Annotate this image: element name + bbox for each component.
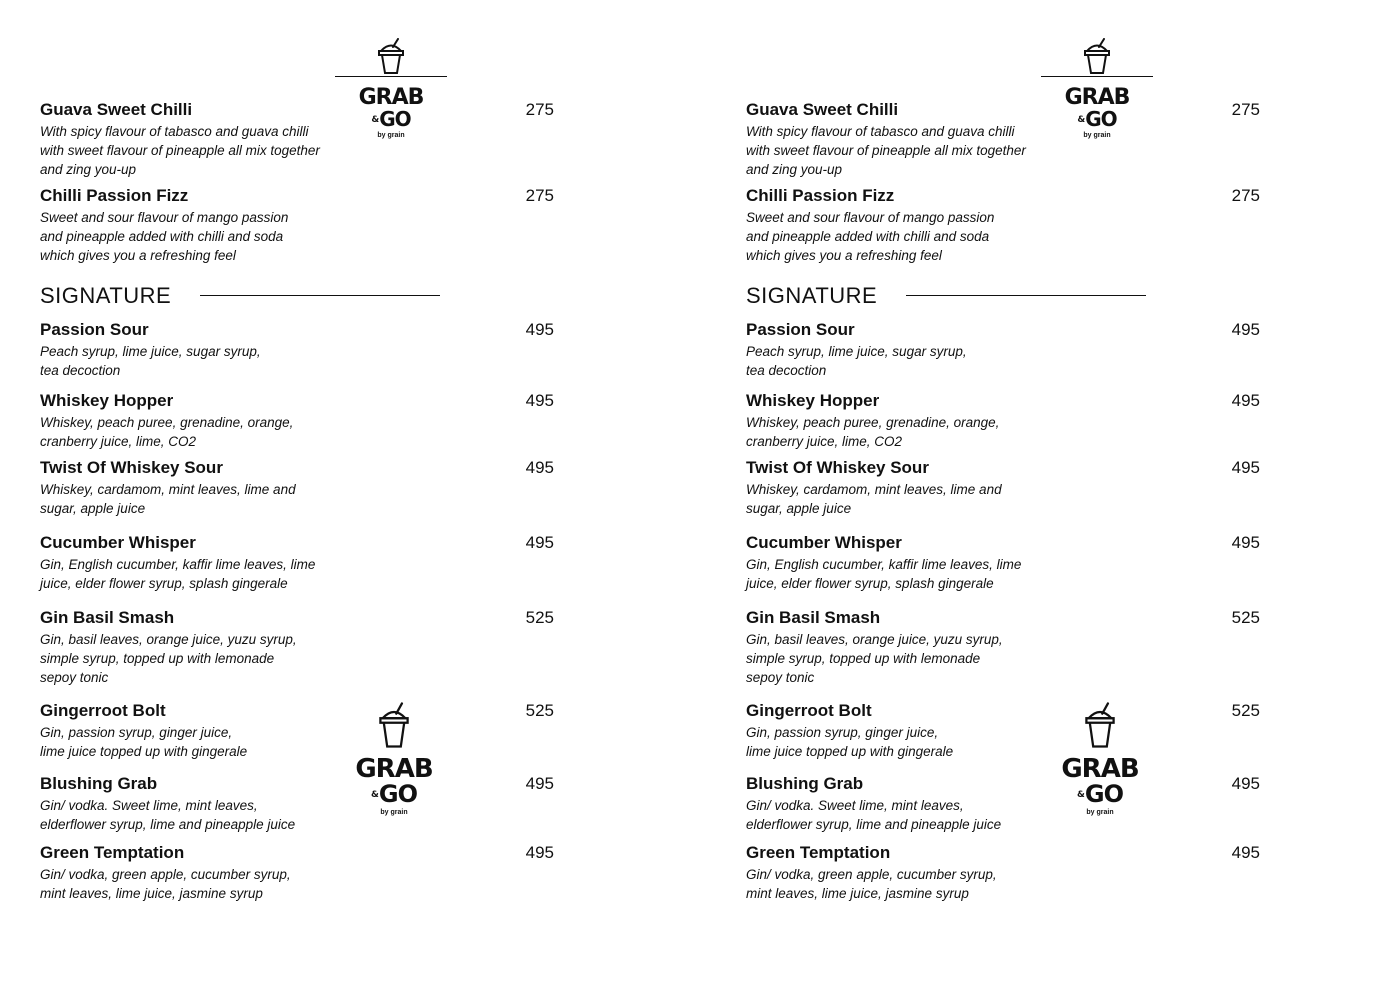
item-description: Whiskey, cardamom, mint leaves, lime and sugar, apple juice — [40, 482, 296, 516]
menu-item — [40, 774, 560, 834]
item-price: 495 — [525, 533, 554, 552]
item-description: Gin/ vodka, green apple, cucumber syrup, mint leaves, lime juice, jasmine syrup — [40, 867, 291, 901]
logo-ampersand: & — [1077, 789, 1084, 800]
item-description: Peach syrup, lime juice, sugar syrup, tea decoction — [40, 344, 261, 378]
logo-ampersand: & — [1077, 115, 1085, 125]
logo-grab-text: GRAB — [355, 754, 433, 784]
item-description: Gin/ vodka. Sweet lime, mint leaves, elderflower syrup, lime and pineapple juice — [746, 798, 1002, 832]
item-description: Gin/ vodka, green apple, cucumber syrup, mint leaves, lime juice, jasmine syrup — [746, 867, 997, 901]
item-price: 495 — [525, 320, 554, 339]
item-name: Gingerroot Bolt — [40, 701, 166, 720]
item-price: 275 — [525, 186, 554, 205]
item-name: Green Temptation — [746, 843, 891, 862]
item-name: Guava Sweet Chilli — [40, 100, 193, 119]
item-price: 525 — [1231, 701, 1260, 720]
item-name: Twist Of Whiskey Sour — [40, 458, 223, 477]
item-name: Blushing Grab — [746, 774, 864, 793]
menu-item — [746, 186, 1266, 265]
menu-item — [746, 608, 1266, 687]
menu-item — [746, 458, 1266, 518]
menu-item — [40, 391, 560, 451]
section-divider — [200, 295, 440, 296]
section-divider — [906, 295, 1146, 296]
menu-item — [40, 320, 560, 380]
item-description: Whiskey, peach puree, grenadine, orange, cranberry juice, lime, CO2 — [40, 415, 294, 449]
item-description: Gin, basil leaves, orange juice, yuzu syrup, simple syrup, topped up with lemonade sepoy tonic — [746, 632, 1003, 685]
item-price: 495 — [1231, 458, 1260, 477]
item-name: Gingerroot Bolt — [746, 701, 872, 720]
menu-item — [746, 533, 1266, 593]
logo-divider — [335, 76, 447, 77]
logo-go-line — [1044, 782, 1156, 806]
item-description: Sweet and sour flavour of mango passion and pineapple added with chilli and soda which gives you a refreshing feel — [746, 210, 995, 263]
logo-by-grain: by grain — [1083, 132, 1111, 139]
item-description: Gin/ vodka. Sweet lime, mint leaves, elderflower syrup, lime and pineapple juice — [40, 798, 296, 832]
item-name: Cucumber Whisper — [40, 533, 196, 552]
item-price: 495 — [1231, 391, 1260, 410]
item-price: 495 — [1231, 320, 1260, 339]
item-description: Gin, English cucumber, kaffir lime leaves, lime juice, elder flower syrup, splash gingerale — [746, 557, 1022, 591]
grab-go-logo-bottom — [338, 702, 450, 816]
section-title: SIGNATURE — [746, 283, 878, 308]
cup-with-straw-icon — [376, 38, 406, 74]
menu-item — [40, 533, 560, 593]
menu-item — [746, 701, 1266, 761]
logo-go-text: GO — [1085, 107, 1117, 131]
logo-by-grain: by grain — [380, 809, 408, 816]
logo-grab-text: GRAB — [1061, 754, 1139, 784]
item-description: Gin, basil leaves, orange juice, yuzu syrup, simple syrup, topped up with lemonade sepoy tonic — [40, 632, 297, 685]
item-description: Gin, passion syrup, ginger juice, lime juice topped up with gingerale — [746, 725, 954, 759]
item-price: 525 — [525, 701, 554, 720]
item-description: Whiskey, cardamom, mint leaves, lime and sugar, apple juice — [746, 482, 1002, 516]
logo-go-text: GO — [378, 780, 417, 808]
item-price: 495 — [525, 843, 554, 862]
cup-with-straw-icon — [1083, 702, 1117, 748]
menu-item — [746, 391, 1266, 451]
logo-grab-text: GRAB — [358, 85, 424, 110]
menu-item — [746, 320, 1266, 380]
menu-item — [40, 100, 560, 179]
item-name: Passion Sour — [746, 320, 855, 339]
logo-go-line — [338, 782, 450, 806]
menu-item — [40, 608, 560, 687]
item-price: 275 — [525, 100, 554, 119]
item-name: Whiskey Hopper — [40, 391, 174, 410]
menu-item — [746, 843, 1266, 903]
item-price: 495 — [1231, 774, 1260, 793]
item-name: Cucumber Whisper — [746, 533, 902, 552]
item-price: 275 — [1231, 100, 1260, 119]
item-price: 275 — [1231, 186, 1260, 205]
item-price: 525 — [525, 608, 554, 627]
logo-by-grain: by grain — [1086, 809, 1114, 816]
item-name: Blushing Grab — [40, 774, 158, 793]
item-description: Sweet and sour flavour of mango passion and pineapple added with chilli and soda which gives you a refreshing feel — [40, 210, 289, 263]
item-price: 495 — [1231, 843, 1260, 862]
item-description: With spicy flavour of tabasco and guava chilli with sweet flavour of pineapple all mix together and zing you-up — [40, 124, 320, 177]
item-price: 495 — [525, 774, 554, 793]
item-price: 495 — [525, 458, 554, 477]
item-name: Guava Sweet Chilli — [746, 100, 899, 119]
menu-item — [746, 100, 1266, 179]
menu-item — [40, 701, 560, 761]
item-description: Whiskey, peach puree, grenadine, orange, cranberry juice, lime, CO2 — [746, 415, 1000, 449]
item-price: 495 — [525, 391, 554, 410]
item-name: Gin Basil Smash — [40, 608, 175, 627]
item-price: 495 — [1231, 533, 1260, 552]
item-name: Green Temptation — [40, 843, 185, 862]
item-description: Peach syrup, lime juice, sugar syrup, tea decoction — [746, 344, 967, 378]
menu-page-right — [706, 0, 1400, 990]
cup-with-straw-icon — [1082, 38, 1112, 74]
item-description: Gin, English cucumber, kaffir lime leaves, lime juice, elder flower syrup, splash gingerale — [40, 557, 316, 591]
cup-with-straw-icon — [377, 702, 411, 748]
logo-by-grain: by grain — [377, 132, 405, 139]
item-name: Twist Of Whiskey Sour — [746, 458, 929, 477]
menu-item — [40, 458, 560, 518]
item-name: Chilli Passion Fizz — [40, 186, 189, 205]
logo-go-text: GO — [379, 107, 411, 131]
item-description: Gin, passion syrup, ginger juice, lime juice topped up with gingerale — [40, 725, 248, 759]
item-price: 525 — [1231, 608, 1260, 627]
grab-go-logo-bottom — [1044, 702, 1156, 816]
logo-divider — [1041, 76, 1153, 77]
logo-go-text: GO — [1084, 780, 1123, 808]
item-name: Gin Basil Smash — [746, 608, 881, 627]
menu-item — [746, 774, 1266, 834]
item-name: Whiskey Hopper — [746, 391, 880, 410]
section-title: SIGNATURE — [40, 283, 172, 308]
logo-grab-text: GRAB — [1064, 85, 1130, 110]
menu-item — [40, 186, 560, 265]
logo-ampersand: & — [371, 789, 378, 800]
item-name: Passion Sour — [40, 320, 149, 339]
item-description: With spicy flavour of tabasco and guava chilli with sweet flavour of pineapple all mix together and zing you-up — [746, 124, 1026, 177]
menu-item — [40, 843, 560, 903]
item-name: Chilli Passion Fizz — [746, 186, 895, 205]
logo-ampersand: & — [371, 115, 379, 125]
